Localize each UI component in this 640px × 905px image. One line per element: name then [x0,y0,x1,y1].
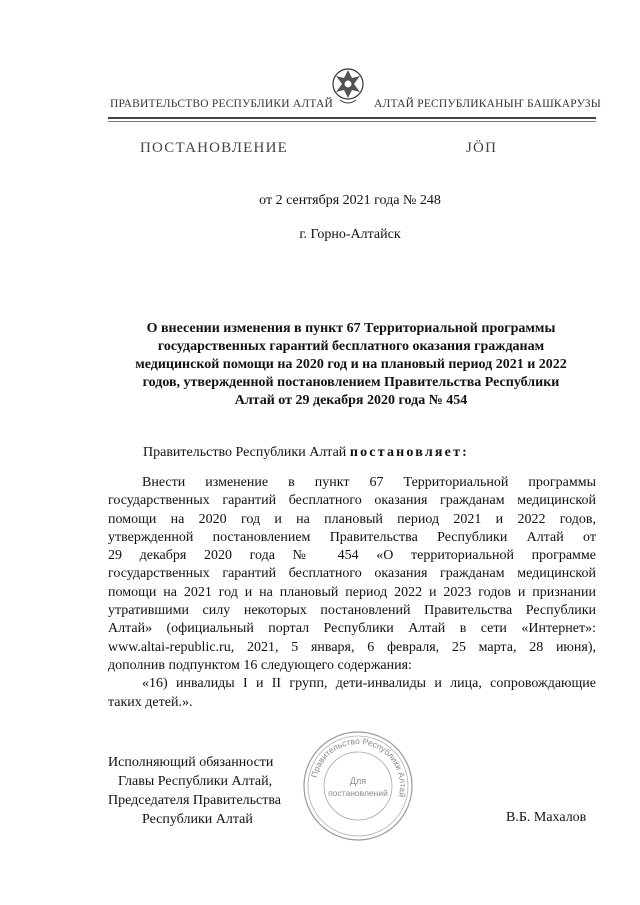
body-line: дополнив подпунктом 16 следующего содержания: [108,657,412,673]
stamp-ring-text: Правительство Республики Алтай [308,735,409,799]
body-line: помощи на 2020 год и на плановый период 2021 и 2022 годов, [108,511,596,527]
body-line: таких детей.». [108,694,193,710]
body-line: утратившими силу некоторых постановлений Правительства Республики [108,603,596,619]
title-line: О внесении изменения в пункт 67 Территориальной программы [146,321,556,336]
document-body [108,474,596,712]
body-line: www.altai-republic.ru, 2021, 5 января, 6 февраля, 25 марта, 28 июня), [108,639,596,655]
coat-of-arms-icon [330,62,366,106]
body-line: государственных гарантий бесплатного оказания гражданам медицинской [108,566,596,582]
signatory-name: В.Б. Махалов [506,810,587,825]
official-stamp [302,730,414,842]
body-line: «16) инвалиды I и II групп, дети-инвалиды и лица, сопровождающие [142,676,596,692]
document-date-number: от 2 сентября 2021 года № 248 [259,193,441,208]
title-line: Алтай от 29 декабря 2020 года № 454 [234,393,468,408]
signatory-line: Главы Республики Алтай, [118,774,273,789]
body-line: 29 декабря 2020 года № 454 «О территориальной программе [108,548,596,564]
decree-keyword: постановляет: [349,445,470,460]
stamp-center-text: Для [349,776,367,786]
decree-statement [143,445,469,461]
signatory-line: Республики Алтай [142,812,253,827]
title-line: медицинской помощи на 2020 год и на плановый период 2021 и 2022 [135,357,567,372]
document-city: г. Горно-Алтайск [299,227,401,242]
body-line: утвержденной постановлением Правительства Республики Алтай от [108,529,596,545]
title-line: годов, утвержденной постановлением Правительства Республики [142,375,560,390]
body-line: Алтай» (официальный портал Республики Алтай в сети «Интернет»: [108,621,596,637]
doc-type-alt: ЈӦП [466,140,498,156]
body-line: Внести изменение в пункт 67 Территориальной программы [142,475,596,490]
header-rule-thin [108,121,596,122]
stamp-center-text: постановлений [328,788,388,798]
decree-prefix: Правительство Республики Алтай [143,445,350,460]
header-org-name-ru: ПРАВИТЕЛЬСТВО РЕСПУБЛИКИ АЛТАЙ [110,98,334,110]
body-line: помощи на 2021 год и на плановый период 2022 и 2023 годов и признании [108,584,596,600]
signatory-line: Председателя Правительства [108,793,282,808]
document-title [108,320,594,410]
title-line: государственных гарантий бесплатного оказания гражданам [157,339,545,354]
doc-type-ru: ПОСТАНОВЛЕНИЕ [140,140,288,156]
body-line: государственных гарантий бесплатного оказания гражданам медицинской [108,493,596,509]
header-rule [108,117,596,119]
header-org-name-alt: АЛТАЙ РЕСПУБЛИКАНЫҤ БАШКАРУЗЫ [374,98,601,110]
signatory-line: Исполняющий обязанности [108,755,274,770]
signatory-title [108,753,281,829]
